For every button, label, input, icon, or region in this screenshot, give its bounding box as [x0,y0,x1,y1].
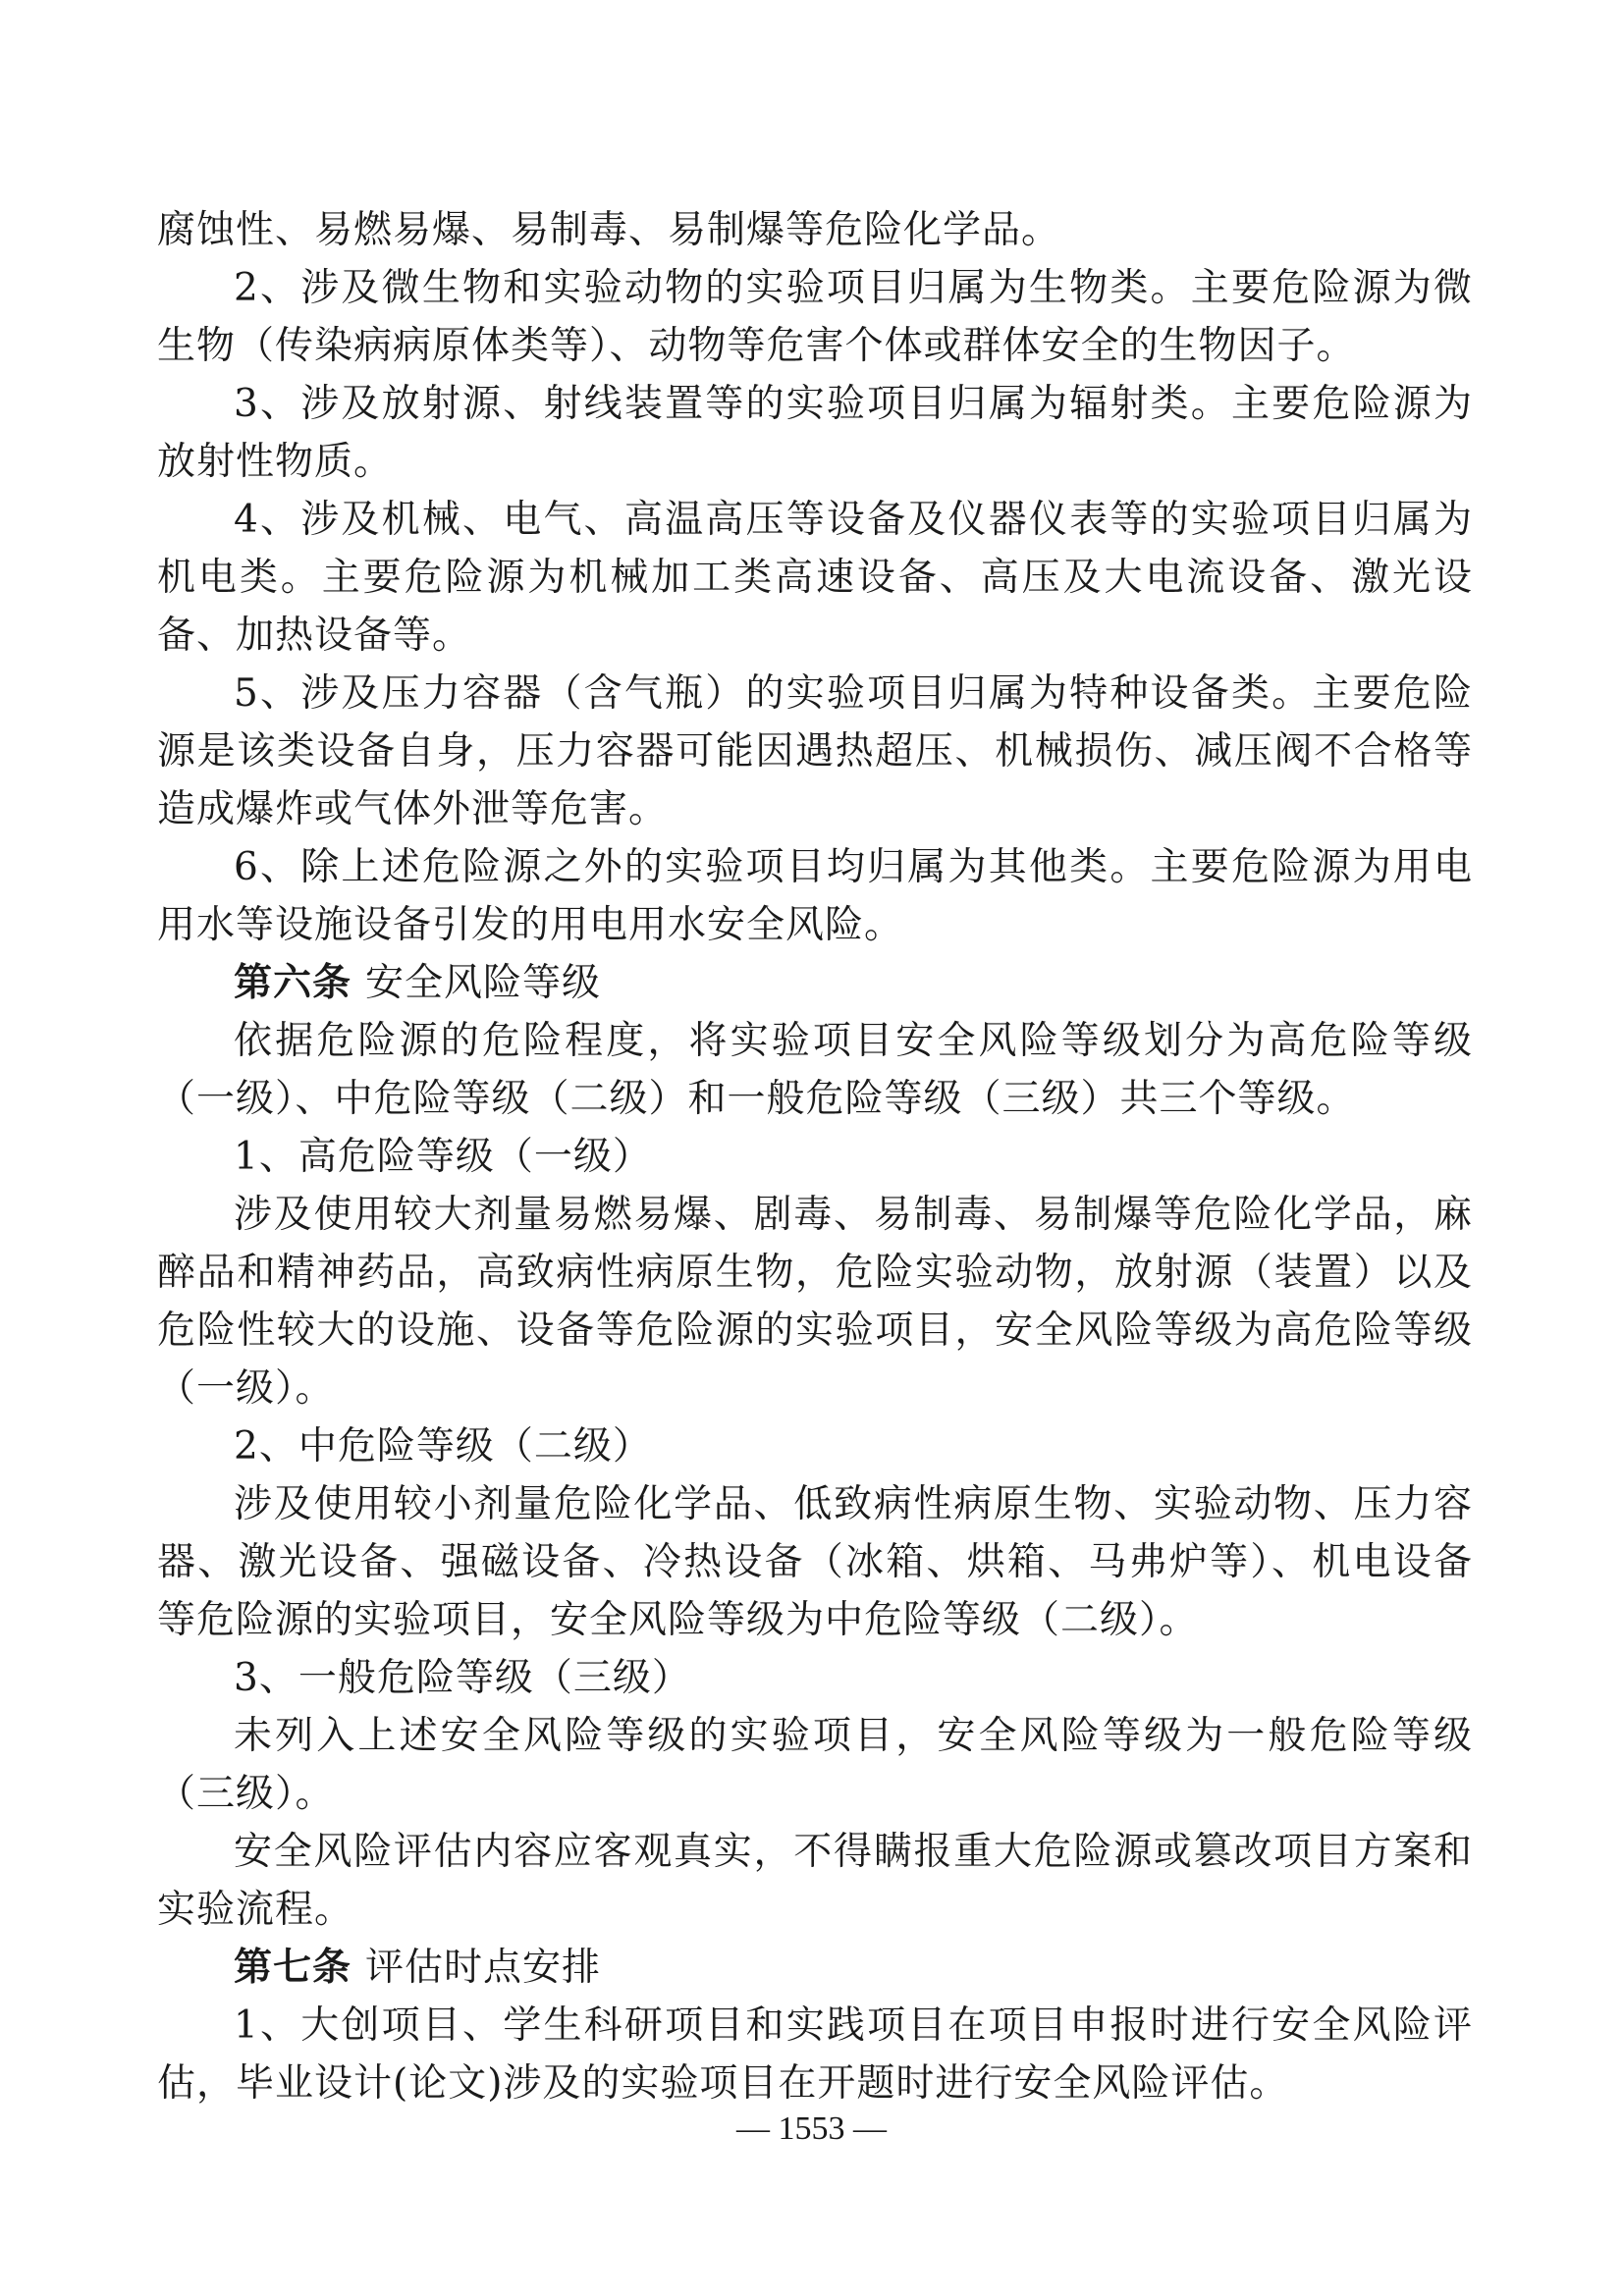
paragraph-electromechanical: 4、涉及机械、电气、高温高压等设备及仪器仪表等的实验项目归属为机电类。主要危险源为机械加工类高速设备、高压及大电流设备、激光设备、加热设备等。 [157,498,1473,658]
article-7-heading [157,1939,1473,1997]
document-body [157,201,1473,2112]
level-1-heading: 1、高危险等级（一级） [234,1135,652,1179]
article-7-title: 评估时点安排 [365,1946,602,1990]
level-3-description: 未列入上述安全风险等级的实验项目，安全风险等级为一般危险等级（三级）。 [157,1714,1473,1816]
level-2-description: 涉及使用较小剂量危险化学品、低致病性病原生物、实验动物、压力容器、激光设备、强磁设备、冷热设备（冰箱、烘箱、马弗炉等）、机电设备等危险源的实验项目，安全风险等级为中危险等级（二级）。 [157,1482,1473,1642]
paragraph-continuation: 腐蚀性、易燃易爆、易制毒、易制爆等危险化学品。 [157,208,1061,252]
level-3-heading: 3、一般危险等级（三级） [234,1656,691,1700]
level-2-heading: 2、中危险等级（二级） [234,1424,652,1468]
article-6-title: 安全风险等级 [365,961,602,1005]
paragraph-radiation: 3、涉及放射源、射线装置等的实验项目归属为辐射类。主要危险源为放射性物质。 [157,382,1473,484]
article-6-heading [157,954,1473,1012]
page-number: — 1553 — [736,2110,887,2147]
article-6-intro: 依据危险源的危险程度，将实验项目安全风险等级划分为高危险等级（一级）、中危险等级（二级）和一般危险等级（三级）共三个等级。 [157,1019,1473,1121]
paragraph-other: 6、除上述危险源之外的实验项目均归属为其他类。主要危险源为用电用水等设施设备引发的用电用水安全风险。 [157,845,1473,947]
article-7-label: 第七条 [234,1946,352,1990]
article-6-label: 第六条 [234,961,352,1005]
assessment-integrity-note: 安全风险评估内容应客观真实，不得瞒报重大危险源或篡改项目方案和实验流程。 [157,1830,1473,1932]
paragraph-biology: 2、涉及微生物和实验动物的实验项目归属为生物类。主要危险源为微生物（传染病病原体类等）、动物等危害个体或群体安全的生物因子。 [157,266,1473,368]
paragraph-special-equipment: 5、涉及压力容器（含气瓶）的实验项目归属为特种设备类。主要危险源是该类设备自身，压力容器可能因遇热超压、机械损伤、减压阀不合格等造成爆炸或气体外泄等危害。 [157,671,1473,831]
level-1-description: 涉及使用较大剂量易燃易爆、剧毒、易制毒、易制爆等危险化学品，麻醉品和精神药品，高致病性病原生物，危险实验动物，放射源（装置）以及危险性较大的设施、设备等危险源的实验项目，安全风险等级为高危险等级（一级）。 [157,1193,1473,1411]
article-7-item-1: 1、大创项目、学生科研项目和实践项目在项目申报时进行安全风险评估，毕业设计(论文)涉及的实验项目在开题时进行安全风险评估。 [157,2003,1473,2106]
